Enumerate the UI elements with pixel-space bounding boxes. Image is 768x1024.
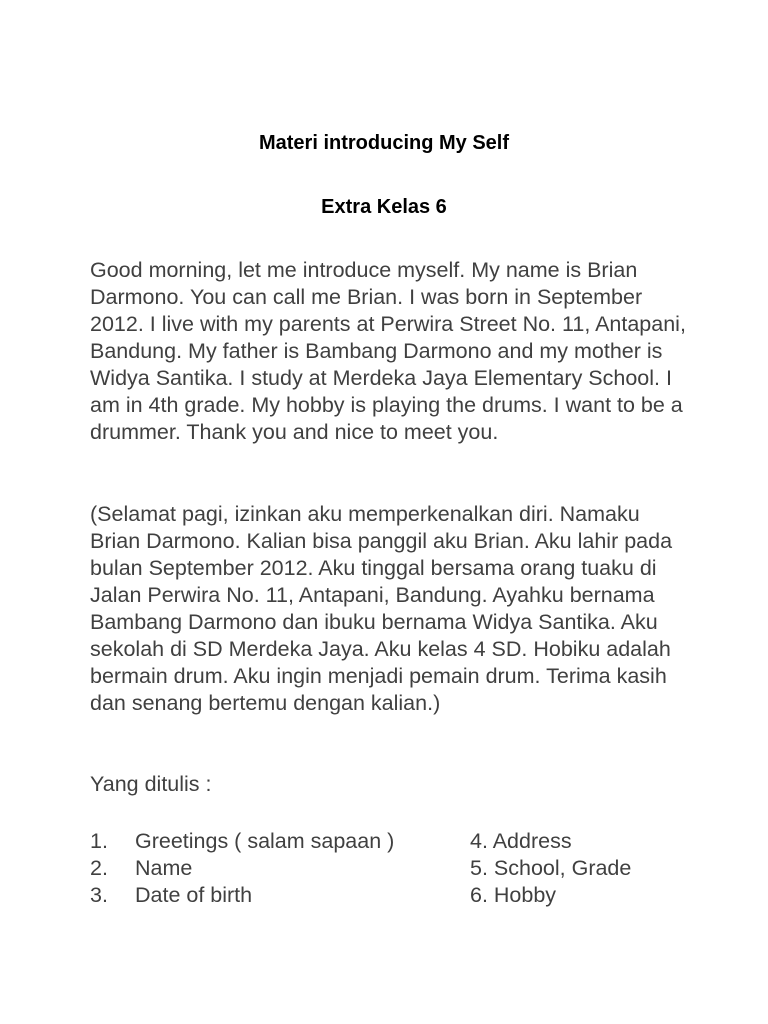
list-item-left: Name	[135, 856, 193, 880]
document-subtitle: Extra Kelas 6	[321, 196, 447, 218]
list-item	[90, 882, 710, 909]
paragraph-english: Good morning, let me introduce myself. My name is Brian Darmono. You can call me Brian. I was born in September 2012. I live with my parents at Perwira Street No. 11, Antapani, Bandung. My father is Bambang Darmono and my mother is Widya Santika. I study at Merdeka Jaya Elementary School. I am in 4th grade. My hobby is playing the drums. I want to be a drummer. Thank you and nice to meet you.	[90, 258, 686, 444]
list-item-left: Date of birth	[135, 883, 253, 907]
list-item-right: 5. School, Grade	[470, 856, 632, 880]
topics-list	[90, 828, 710, 909]
list-item	[90, 828, 710, 855]
paragraph-indonesian: (Selamat pagi, izinkan aku memperkenalkan diri. Namaku Brian Darmono. Kalian bisa panggil aku Brian. Aku lahir pada bulan September 2012. Aku tinggal bersama orang tuaku di Jalan Perwira No. 11, Antapani, Bandung. Ayahku bernama Bambang Darmono dan ibuku bernama Widya Santika. Aku sekolah di SD Merdeka Jaya. Aku kelas 4 SD. Hobiku adalah bermain drum. Aku ingin menjadi pemain drum. Terima kasih dan senang bertemu dengan kalian.)	[90, 502, 673, 715]
list-item-right: 4. Address	[470, 829, 572, 853]
list-item-right: 6. Hobby	[470, 883, 557, 907]
list-item-number: 2.	[90, 856, 108, 880]
list-item-left: Greetings ( salam sapaan )	[135, 829, 395, 853]
list-heading: Yang ditulis :	[90, 772, 212, 796]
list-item-number: 3.	[90, 883, 108, 907]
list-item	[90, 855, 710, 882]
document-title: Materi introducing My Self	[258, 132, 510, 154]
list-item-number: 1.	[90, 829, 108, 853]
